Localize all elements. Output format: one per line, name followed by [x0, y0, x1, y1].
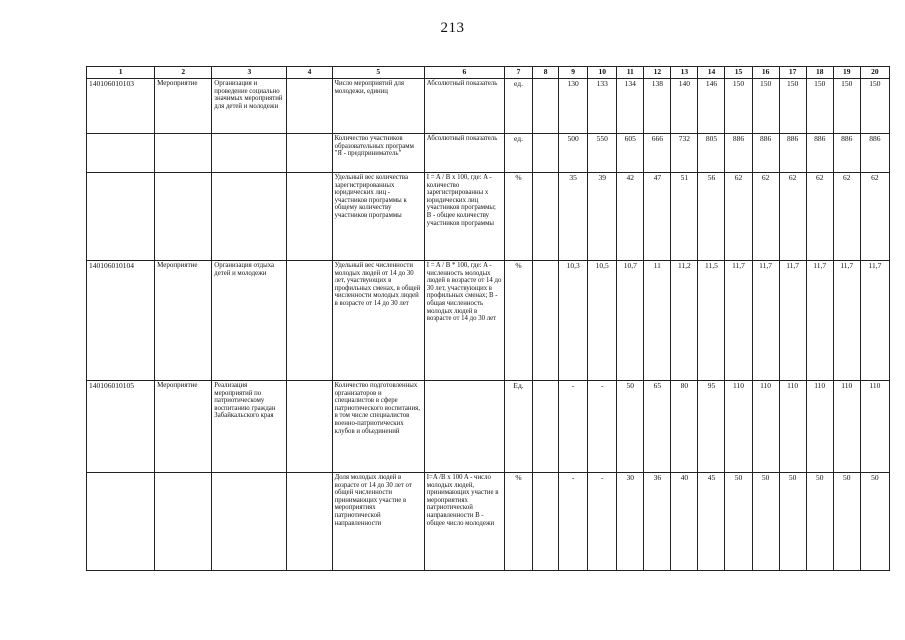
cell-col4 — [287, 261, 332, 381]
value-cell: 886 — [752, 134, 779, 173]
value-cell: 30 — [617, 473, 644, 571]
indicator-name: Удельный вес численности молодых людей от 14 до 30 лет, участвующих в профильных сменах, в общей численности молодых людей в возрасте от 14 до 30 лет — [332, 261, 424, 381]
page-number: 213 — [440, 20, 465, 36]
unit: % — [504, 473, 532, 571]
value-cell: - — [588, 381, 617, 473]
value-cell: 886 — [833, 134, 860, 173]
col-header: 4 — [287, 67, 332, 79]
col-header: 19 — [833, 67, 860, 79]
value-cell: 886 — [779, 134, 806, 173]
value-cell: 51 — [671, 173, 698, 261]
value-cell: 110 — [860, 381, 889, 473]
event-code — [87, 473, 155, 571]
cell-col8 — [533, 381, 559, 473]
value-cell: 11,7 — [752, 261, 779, 381]
cell-col4 — [287, 473, 332, 571]
indicator-table — [86, 66, 890, 571]
event-code — [87, 134, 155, 173]
value-cell: 110 — [806, 381, 833, 473]
value-cell: 62 — [833, 173, 860, 261]
cell-col4 — [287, 173, 332, 261]
table-row — [87, 473, 890, 571]
unit: % — [504, 173, 532, 261]
col-header: 6 — [424, 67, 504, 79]
value-cell: 130 — [559, 79, 588, 134]
value-cell: 150 — [725, 79, 752, 134]
cell-col4 — [287, 134, 332, 173]
event-type: Мероприятие — [155, 381, 212, 473]
value-cell: 62 — [860, 173, 889, 261]
value-cell: 110 — [833, 381, 860, 473]
value-cell: 11,7 — [860, 261, 889, 381]
value-cell: 40 — [671, 473, 698, 571]
value-cell: 133 — [588, 79, 617, 134]
indicator-formula: Абсолютный показатель — [424, 79, 504, 134]
value-cell: - — [559, 381, 588, 473]
indicator-formula: Абсолютный показатель — [424, 134, 504, 173]
col-header: 12 — [644, 67, 671, 79]
col-header: 13 — [671, 67, 698, 79]
indicator-formula: I = A / B * 100, где: A - численность молодых людей в возрасте от 14 до 30 лет, участвующих в профильных сменах; B - общая численность молодых людей в возрасте от 14 до 30 лет — [424, 261, 504, 381]
indicator-name: Количество подготовленных организаторов и специалистов в сфере патриотического воспитания, в том числе специалистов военно-патриотических клубов и объединений — [332, 381, 424, 473]
event-name — [212, 173, 287, 261]
col-header: 1 — [87, 67, 155, 79]
indicator-formula: I=A /B x 100 A - число молодых людей, принимающих участие в мероприятиях патриотической направленности B - общее число молодежи — [424, 473, 504, 571]
value-cell: 65 — [644, 381, 671, 473]
value-cell: 146 — [698, 79, 725, 134]
value-cell: 50 — [806, 473, 833, 571]
event-type: Мероприятие — [155, 261, 212, 381]
value-cell: 110 — [779, 381, 806, 473]
value-cell: 35 — [559, 173, 588, 261]
value-cell: 150 — [779, 79, 806, 134]
value-cell: 886 — [806, 134, 833, 173]
event-name — [212, 134, 287, 173]
value-cell: 80 — [671, 381, 698, 473]
col-header: 18 — [806, 67, 833, 79]
event-code: 140106010103 — [87, 79, 155, 134]
value-cell: 110 — [725, 381, 752, 473]
value-cell: - — [559, 473, 588, 571]
value-cell: 11 — [644, 261, 671, 381]
value-cell: 550 — [588, 134, 617, 173]
event-name: Реализация мероприятий по патриотическому воспитанию граждан Забайкальского края — [212, 381, 287, 473]
value-cell: 50 — [725, 473, 752, 571]
value-cell: 886 — [860, 134, 889, 173]
value-cell: - — [588, 473, 617, 571]
value-cell: 56 — [698, 173, 725, 261]
col-header: 16 — [752, 67, 779, 79]
value-cell: 62 — [752, 173, 779, 261]
value-cell: 150 — [860, 79, 889, 134]
col-header: 20 — [860, 67, 889, 79]
col-header: 14 — [698, 67, 725, 79]
value-cell: 42 — [617, 173, 644, 261]
value-cell: 11,2 — [671, 261, 698, 381]
value-cell: 134 — [617, 79, 644, 134]
event-code — [87, 173, 155, 261]
event-code: 140106010105 — [87, 381, 155, 473]
table-row — [87, 261, 890, 381]
value-cell: 886 — [725, 134, 752, 173]
unit: % — [504, 261, 532, 381]
value-cell: 10,5 — [588, 261, 617, 381]
event-type — [155, 134, 212, 173]
unit: ед. — [504, 79, 532, 134]
cell-col4 — [287, 381, 332, 473]
col-header: 11 — [617, 67, 644, 79]
table-row — [87, 381, 890, 473]
value-cell: 805 — [698, 134, 725, 173]
cell-col8 — [533, 473, 559, 571]
value-cell: 605 — [617, 134, 644, 173]
value-cell: 62 — [779, 173, 806, 261]
event-type — [155, 473, 212, 571]
value-cell: 11,7 — [779, 261, 806, 381]
value-cell: 500 — [559, 134, 588, 173]
value-cell: 36 — [644, 473, 671, 571]
value-cell: 50 — [752, 473, 779, 571]
indicator-formula: I = A / B x 100, где: A - количество зарегистрированны х юридических лиц участников программы; B - общее количеству участников программы — [424, 173, 504, 261]
value-cell: 150 — [806, 79, 833, 134]
value-cell: 11,7 — [806, 261, 833, 381]
value-cell: 39 — [588, 173, 617, 261]
event-type: Мероприятие — [155, 79, 212, 134]
col-header: 10 — [588, 67, 617, 79]
table-row — [87, 173, 890, 261]
value-cell: 95 — [698, 381, 725, 473]
event-name: Организация отдыха детей и молодежи — [212, 261, 287, 381]
value-cell: 50 — [860, 473, 889, 571]
indicator-name: Доля молодых людей в возрасте от 14 до 30 лет от общей численности принимающих участие в мероприятиях патриотической направленности — [332, 473, 424, 571]
col-header: 15 — [725, 67, 752, 79]
value-cell: 140 — [671, 79, 698, 134]
cell-col8 — [533, 173, 559, 261]
value-cell: 732 — [671, 134, 698, 173]
unit: ед. — [504, 134, 532, 173]
value-cell: 62 — [806, 173, 833, 261]
indicator-name: Количество участников образовательных программ "Я - предприниматель" — [332, 134, 424, 173]
value-cell: 50 — [833, 473, 860, 571]
event-code: 140106010104 — [87, 261, 155, 381]
cell-col8 — [533, 79, 559, 134]
event-name — [212, 473, 287, 571]
cell-col4 — [287, 79, 332, 134]
col-header: 17 — [779, 67, 806, 79]
value-cell: 110 — [752, 381, 779, 473]
value-cell: 138 — [644, 79, 671, 134]
unit: Ед. — [504, 381, 532, 473]
table-row — [87, 79, 890, 134]
cell-col8 — [533, 134, 559, 173]
col-header: 5 — [332, 67, 424, 79]
col-header: 9 — [559, 67, 588, 79]
indicator-name: Удельный вес количества зарегистрированных юридических лиц - участников программы к общему количеству участников программы — [332, 173, 424, 261]
table-row — [87, 134, 890, 173]
value-cell: 62 — [725, 173, 752, 261]
indicator-name: Число мероприятий для молодежи, единиц — [332, 79, 424, 134]
col-header: 8 — [533, 67, 559, 79]
col-header: 7 — [504, 67, 532, 79]
value-cell: 150 — [833, 79, 860, 134]
value-cell: 11,7 — [725, 261, 752, 381]
event-type — [155, 173, 212, 261]
value-cell: 150 — [752, 79, 779, 134]
value-cell: 10,3 — [559, 261, 588, 381]
cell-col8 — [533, 261, 559, 381]
value-cell: 11,7 — [833, 261, 860, 381]
header-row — [87, 67, 890, 79]
value-cell: 50 — [779, 473, 806, 571]
value-cell: 11,5 — [698, 261, 725, 381]
value-cell: 47 — [644, 173, 671, 261]
indicator-formula — [424, 381, 504, 473]
value-cell: 666 — [644, 134, 671, 173]
col-header: 3 — [212, 67, 287, 79]
value-cell: 45 — [698, 473, 725, 571]
value-cell: 50 — [617, 381, 644, 473]
value-cell: 10,7 — [617, 261, 644, 381]
event-name: Организация и проведение социально значимых мероприятий для детей и молодежи — [212, 79, 287, 134]
col-header: 2 — [155, 67, 212, 79]
